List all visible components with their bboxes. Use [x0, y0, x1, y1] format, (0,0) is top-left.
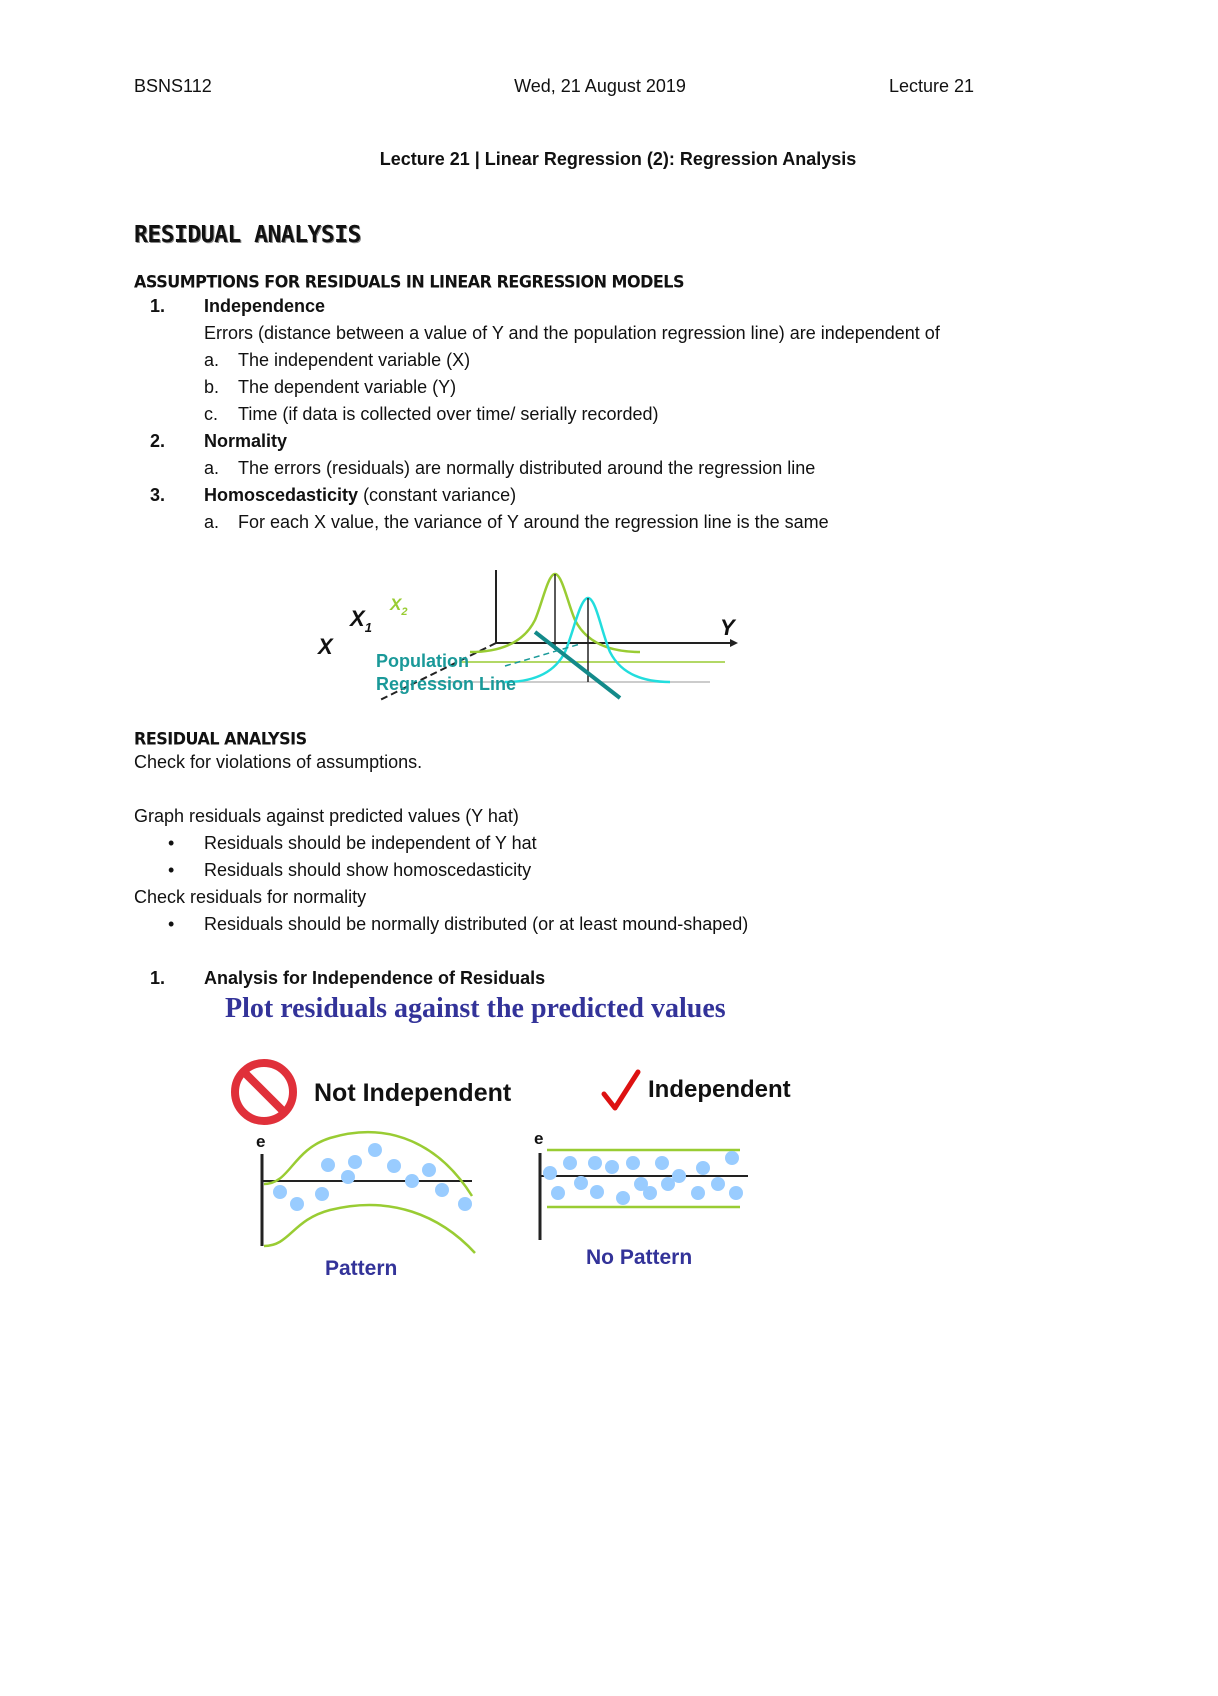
data-point	[729, 1186, 743, 1200]
data-point	[458, 1197, 472, 1211]
x1-label	[348, 606, 372, 635]
sub-text: The independent variable (X)	[238, 350, 471, 370]
bullet-text: Residuals should show homoscedasticity	[204, 860, 532, 880]
bullet: •	[168, 914, 175, 934]
list-item	[134, 830, 1034, 857]
caption-line2: Regression Line	[376, 674, 517, 694]
list-item	[150, 509, 1050, 536]
list-item	[150, 428, 1050, 455]
text-line: Check for violations of assumptions.	[134, 752, 423, 772]
header-date: Wed, 21 August 2019	[514, 76, 686, 96]
item-label: Homoscedasticity	[204, 485, 359, 505]
item-number: 3.	[150, 485, 166, 505]
data-point	[605, 1160, 619, 1174]
header-course: BSNS112	[134, 76, 212, 96]
item-number: 2.	[150, 431, 166, 451]
e-axis-label-left: e	[256, 1132, 266, 1151]
data-point	[655, 1156, 669, 1170]
data-point	[672, 1169, 686, 1183]
checkmark-icon	[604, 1072, 638, 1108]
sub-text: The dependent variable (Y)	[238, 377, 457, 397]
data-point	[725, 1151, 739, 1165]
list-item	[134, 965, 1034, 992]
data-point	[691, 1186, 705, 1200]
spacer	[134, 938, 1034, 965]
residual-analysis-text	[134, 749, 1034, 992]
bullet-text: Residuals should be independent of Y hat	[204, 833, 537, 853]
data-point	[563, 1156, 577, 1170]
independent-label: Independent	[648, 1076, 791, 1103]
residual-plot-title: Plot residuals against the predicted values	[225, 993, 726, 1024]
forbidden-icon	[235, 1063, 293, 1121]
data-point	[422, 1163, 436, 1177]
item-label: Independence	[204, 296, 326, 316]
list-item	[134, 911, 1034, 938]
text-line: Graph residuals against predicted values (Y hat)	[134, 806, 519, 826]
residual-plots-diagram	[220, 1050, 830, 1305]
data-point	[626, 1156, 640, 1170]
data-point	[588, 1156, 602, 1170]
x2-label-sub: 2	[401, 606, 408, 618]
regression-normal-diagram	[318, 570, 750, 755]
list-item	[150, 347, 1050, 374]
data-point	[290, 1197, 304, 1211]
bullet: •	[168, 860, 175, 880]
sub-letter: a.	[204, 350, 220, 370]
list-item	[150, 455, 1050, 482]
data-point	[551, 1186, 565, 1200]
list-item	[150, 374, 1050, 401]
page-title: Lecture 21 | Linear Regression (2): Regression Analysis	[379, 149, 857, 169]
header-lecture: Lecture 21	[888, 76, 974, 96]
pattern-caption: Pattern	[325, 1257, 398, 1280]
sub-letter: a.	[204, 512, 220, 532]
data-point	[368, 1143, 382, 1157]
list-item	[134, 857, 1034, 884]
item-label: Normality	[204, 431, 288, 451]
data-point	[696, 1161, 710, 1175]
no-pattern-caption: No Pattern	[586, 1246, 693, 1269]
data-point	[435, 1183, 449, 1197]
sub-text: Time (if data is collected over time/ serially recorded)	[238, 404, 659, 424]
item-number: 1.	[150, 968, 166, 988]
e-axis-label-right: e	[534, 1129, 544, 1148]
right-residual-points	[543, 1151, 743, 1205]
data-point	[321, 1158, 335, 1172]
data-point	[574, 1176, 588, 1190]
data-point	[273, 1185, 287, 1199]
x-axis-label: X	[318, 634, 333, 659]
data-point	[341, 1170, 355, 1184]
assumptions-list	[150, 293, 1050, 536]
x1-label-sub: 1	[364, 620, 372, 635]
data-point	[405, 1174, 419, 1188]
data-point	[387, 1159, 401, 1173]
bullet-text: Residuals should be normally distributed (or at least mound-shaped)	[204, 914, 749, 934]
sub-text: The errors (residuals) are normally distributed around the regression line	[238, 458, 816, 478]
data-point	[315, 1187, 329, 1201]
data-point	[711, 1177, 725, 1191]
sub-letter: c.	[204, 404, 219, 424]
sub-letter: b.	[204, 377, 220, 397]
left-lower-band	[264, 1205, 475, 1253]
x2-label-text: X	[390, 595, 402, 614]
item-number: 1.	[150, 296, 166, 316]
bullet: •	[168, 833, 175, 853]
section-heading-residual-analysis: RESIDUAL ANALYSIS	[134, 222, 361, 248]
subheading-assumptions: ASSUMPTIONS FOR RESIDUALS IN LINEAR REGRESSION MODELS	[134, 271, 684, 292]
item-label-suffix: (constant variance)	[358, 485, 517, 505]
spacer	[134, 776, 1034, 803]
data-point	[616, 1191, 630, 1205]
not-independent-label: Not Independent	[314, 1079, 512, 1107]
y-axis-arrow	[730, 639, 738, 647]
sub-text: For each X value, the variance of Y around the regression line is the same	[238, 512, 829, 532]
subheading-residual-analysis: RESIDUAL ANALYSIS	[134, 728, 307, 749]
list-item	[150, 293, 1050, 320]
y-axis-label: Y	[720, 615, 735, 640]
caption-line1: Population	[376, 651, 469, 671]
x1-label-text: X	[350, 606, 365, 631]
data-point	[543, 1166, 557, 1180]
data-point	[590, 1185, 604, 1199]
item-label: Analysis for Independence of Residuals	[204, 968, 546, 988]
x2-label	[389, 595, 407, 618]
data-point	[643, 1186, 657, 1200]
list-item	[150, 401, 1050, 428]
text-line: Check residuals for normality	[134, 887, 367, 907]
item-description: Errors (distance between a value of Y and the population regression line) are independent of	[204, 323, 940, 343]
list-item	[150, 482, 1050, 509]
sub-letter: a.	[204, 458, 220, 478]
data-point	[348, 1155, 362, 1169]
